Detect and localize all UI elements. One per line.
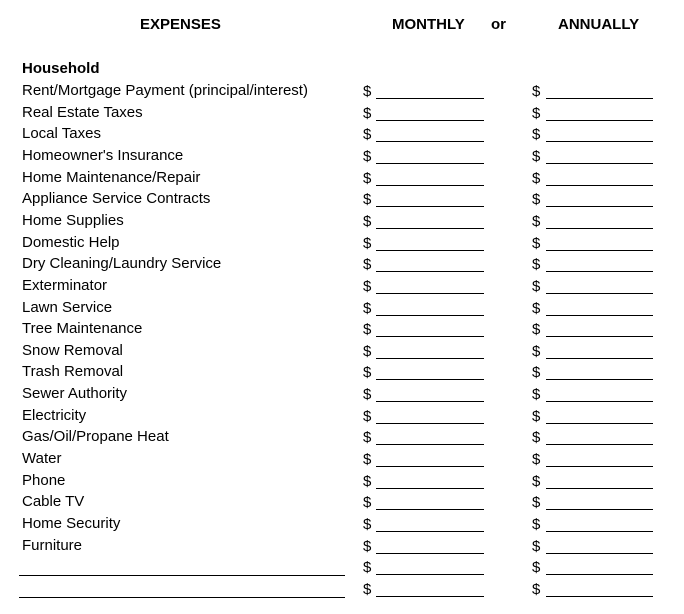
annual-amount-field[interactable] [546,596,653,597]
annual-amount-field[interactable] [546,250,653,251]
monthly-amount-field[interactable] [376,553,484,554]
expense-row [0,124,684,146]
monthly-dollar-sign: $ [363,148,372,165]
monthly-amount-field[interactable] [376,228,484,229]
expense-label: Rent/Mortgage Payment (principal/interest) [22,82,308,99]
monthly-amount-field[interactable] [376,163,484,164]
annual-dollar-sign: $ [532,321,541,338]
expense-row [0,492,684,514]
expense-row [0,276,684,298]
annual-dollar-sign: $ [532,364,541,381]
annual-dollar-sign: $ [532,235,541,252]
annual-dollar-sign: $ [532,408,541,425]
annual-amount-field[interactable] [546,293,653,294]
monthly-dollar-sign: $ [363,126,372,143]
monthly-dollar-sign: $ [363,278,372,295]
monthly-amount-field[interactable] [376,574,484,575]
monthly-amount-field[interactable] [376,509,484,510]
expense-row [0,514,684,536]
expense-row [0,536,684,558]
monthly-dollar-sign: $ [363,473,372,490]
annual-dollar-sign: $ [532,494,541,511]
annual-dollar-sign: $ [532,126,541,143]
monthly-dollar-sign: $ [363,83,372,100]
expense-label: Exterminator [22,277,108,294]
expense-label: Snow Removal [22,342,123,359]
expense-label: Trash Removal [22,363,124,380]
expense-label: Dry Cleaning/Laundry Service [22,255,222,272]
expense-row [0,341,684,363]
annual-amount-field[interactable] [546,315,653,316]
monthly-amount-field[interactable] [376,466,484,467]
household-section-title: Household [22,60,100,77]
annual-dollar-sign: $ [532,213,541,230]
expense-label: Gas/Oil/Propane Heat [22,428,169,445]
expense-row [0,81,684,103]
annual-dollar-sign: $ [532,516,541,533]
monthly-amount-field[interactable] [376,293,484,294]
expense-label: Sewer Authority [22,385,128,402]
annual-amount-field[interactable] [546,488,653,489]
monthly-dollar-sign: $ [363,105,372,122]
annual-amount-field[interactable] [546,206,653,207]
expense-label: Home Supplies [22,212,124,229]
monthly-dollar-sign: $ [363,408,372,425]
expense-label: Cable TV [22,493,85,510]
annual-amount-field[interactable] [546,509,653,510]
expense-row [0,103,684,125]
expense-label: Appliance Service Contracts [22,190,211,207]
annual-dollar-sign: $ [532,83,541,100]
monthly-dollar-sign: $ [363,451,372,468]
blank-expense-label-line[interactable] [19,575,345,576]
expense-label: Domestic Help [22,234,120,251]
expense-row [0,406,684,428]
expense-label: Homeowner's Insurance [22,147,184,164]
expense-label: Electricity [22,407,87,424]
monthly-amount-field[interactable] [376,271,484,272]
monthly-dollar-sign: $ [363,494,372,511]
expense-row [0,168,684,190]
expense-label: Real Estate Taxes [22,104,143,121]
annual-dollar-sign: $ [532,148,541,165]
expense-label: Phone [22,472,66,489]
annual-amount-field[interactable] [546,574,653,575]
expense-row [0,189,684,211]
annual-dollar-sign: $ [532,386,541,403]
expense-row [0,298,684,320]
monthly-amount-field[interactable] [376,120,484,121]
annual-amount-field[interactable] [546,336,653,337]
annual-dollar-sign: $ [532,451,541,468]
expense-label: Water [22,450,62,467]
annual-dollar-sign: $ [532,473,541,490]
monthly-dollar-sign: $ [363,256,372,273]
expense-row [0,233,684,255]
monthly-amount-field[interactable] [376,379,484,380]
annual-dollar-sign: $ [532,559,541,576]
annual-amount-field[interactable] [546,423,653,424]
expense-row [0,146,684,168]
monthly-amount-field[interactable] [376,250,484,251]
expense-row [0,384,684,406]
annual-amount-field[interactable] [546,185,653,186]
expense-label: Local Taxes [22,125,101,142]
monthly-amount-field[interactable] [376,185,484,186]
expenses-header: EXPENSES [140,16,221,33]
monthly-dollar-sign: $ [363,191,372,208]
monthly-amount-field[interactable] [376,315,484,316]
expense-row [0,471,684,493]
monthly-dollar-sign: $ [363,364,372,381]
monthly-amount-field[interactable] [376,423,484,424]
monthly-amount-field[interactable] [376,336,484,337]
monthly-amount-field[interactable] [376,98,484,99]
monthly-dollar-sign: $ [363,321,372,338]
annually-header: ANNUALLY [558,16,640,33]
monthly-dollar-sign: $ [363,516,372,533]
monthly-amount-field[interactable] [376,206,484,207]
monthly-header: MONTHLY [392,16,465,33]
annual-amount-field[interactable] [546,553,653,554]
annual-amount-field[interactable] [546,271,653,272]
annual-amount-field[interactable] [546,120,653,121]
annual-dollar-sign: $ [532,343,541,360]
annual-dollar-sign: $ [532,538,541,555]
annual-dollar-sign: $ [532,581,541,598]
annual-dollar-sign: $ [532,191,541,208]
expense-row [0,319,684,341]
annual-amount-field[interactable] [546,141,653,142]
annual-dollar-sign: $ [532,278,541,295]
annual-amount-field[interactable] [546,466,653,467]
expense-row [0,579,684,601]
monthly-amount-field[interactable] [376,358,484,359]
or-header: or [491,16,506,33]
monthly-amount-field[interactable] [376,444,484,445]
monthly-dollar-sign: $ [363,235,372,252]
monthly-dollar-sign: $ [363,581,372,598]
expense-label: Furniture [22,537,83,554]
monthly-amount-field[interactable] [376,141,484,142]
annual-amount-field[interactable] [546,379,653,380]
expense-label: Tree Maintenance [22,320,143,337]
expense-row [0,449,684,471]
annual-amount-field[interactable] [546,98,653,99]
monthly-amount-field[interactable] [376,488,484,489]
annual-amount-field[interactable] [546,228,653,229]
annual-amount-field[interactable] [546,358,653,359]
monthly-dollar-sign: $ [363,343,372,360]
monthly-dollar-sign: $ [363,386,372,403]
monthly-amount-field[interactable] [376,596,484,597]
annual-dollar-sign: $ [532,300,541,317]
annual-dollar-sign: $ [532,429,541,446]
expense-row [0,557,684,579]
blank-expense-label-line[interactable] [19,597,345,598]
monthly-dollar-sign: $ [363,300,372,317]
expense-label: Lawn Service [22,299,113,316]
expense-label: Home Security [22,515,121,532]
monthly-amount-field[interactable] [376,401,484,402]
expense-row [0,427,684,449]
annual-amount-field[interactable] [546,401,653,402]
monthly-dollar-sign: $ [363,429,372,446]
monthly-dollar-sign: $ [363,213,372,230]
annual-dollar-sign: $ [532,105,541,122]
expense-row [0,362,684,384]
monthly-dollar-sign: $ [363,170,372,187]
monthly-dollar-sign: $ [363,538,372,555]
monthly-amount-field[interactable] [376,531,484,532]
expense-row [0,211,684,233]
annual-amount-field[interactable] [546,444,653,445]
annual-dollar-sign: $ [532,256,541,273]
monthly-dollar-sign: $ [363,559,372,576]
expense-label: Home Maintenance/Repair [22,169,201,186]
expense-row [0,254,684,276]
annual-dollar-sign: $ [532,170,541,187]
annual-amount-field[interactable] [546,531,653,532]
annual-amount-field[interactable] [546,163,653,164]
